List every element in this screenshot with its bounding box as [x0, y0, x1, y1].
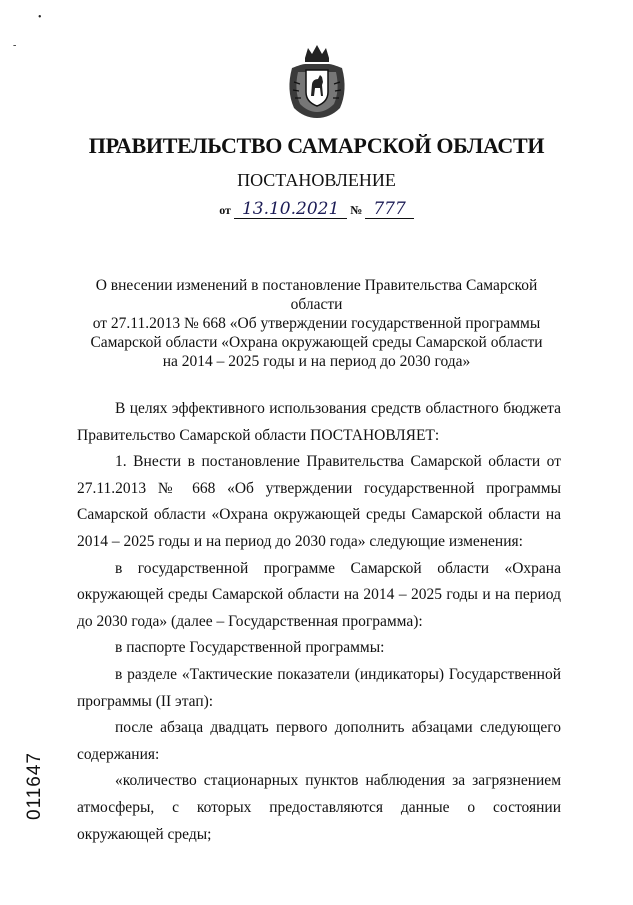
- number-value: 777: [365, 201, 413, 219]
- subject-line: на 2014 – 2025 годы и на период до 2030 года»: [162, 353, 471, 370]
- subject-block: [70, 276, 563, 371]
- date-value: 13.10.2021: [234, 201, 347, 219]
- body-paragraph: 1. Внести в постановление Правительства Самарской области от 27.11.2013 № 668 «Об утверждении государственной программы Самарской области «Охрана окружающей среды Самарской области на 2014 – 2025 годы и на период до 2030 года» следующие изменения:: [77, 453, 561, 550]
- body-text: [77, 396, 561, 848]
- scan-mark: •: [38, 12, 42, 23]
- side-registration-code: 011647: [24, 752, 45, 820]
- document-type: ПОСТАНОВЛЕНИЕ: [237, 170, 396, 190]
- body-paragraph: в паспорте Государственной программы:: [115, 639, 385, 657]
- number-label: №: [350, 203, 363, 217]
- date-number-line: [0, 201, 633, 219]
- body-paragraph: «количество стационарных пунктов наблюдения за загрязнением атмосферы, с которых предоставляются данные о состоянии окружающей среды;: [77, 772, 561, 843]
- government-title: ПРАВИТЕЛЬСТВО САМАРСКОЙ ОБЛАСТИ: [88, 133, 545, 158]
- body-paragraph: в разделе «Тактические показатели (индикаторы) Государственной программы (II этап):: [77, 665, 561, 710]
- subject-line: Самарской области «Охрана окружающей среды Самарской области: [90, 334, 543, 351]
- date-label: от: [219, 203, 231, 217]
- body-paragraph: В целях эффективного использования средств областного бюджета Правительство Самарской области ПОСТАНОВЛЯЕТ:: [77, 400, 561, 444]
- subject-line: от 27.11.2013 № 668 «Об утверждении государственной программы: [92, 315, 541, 332]
- subject-line: О внесении изменений в постановление Правительства Самарской области: [95, 277, 538, 313]
- scan-mark: -: [13, 40, 17, 51]
- body-paragraph: в государственной программе Самарской области «Охрана окружающей среды Самарской области на 2014 – 2025 годы и на период до 2030 года» (далее – Государственная программа):: [77, 559, 561, 630]
- coat-of-arms-icon: [282, 42, 352, 120]
- body-paragraph: после абзаца двадцать первого дополнить абзацами следующего содержания:: [77, 719, 561, 763]
